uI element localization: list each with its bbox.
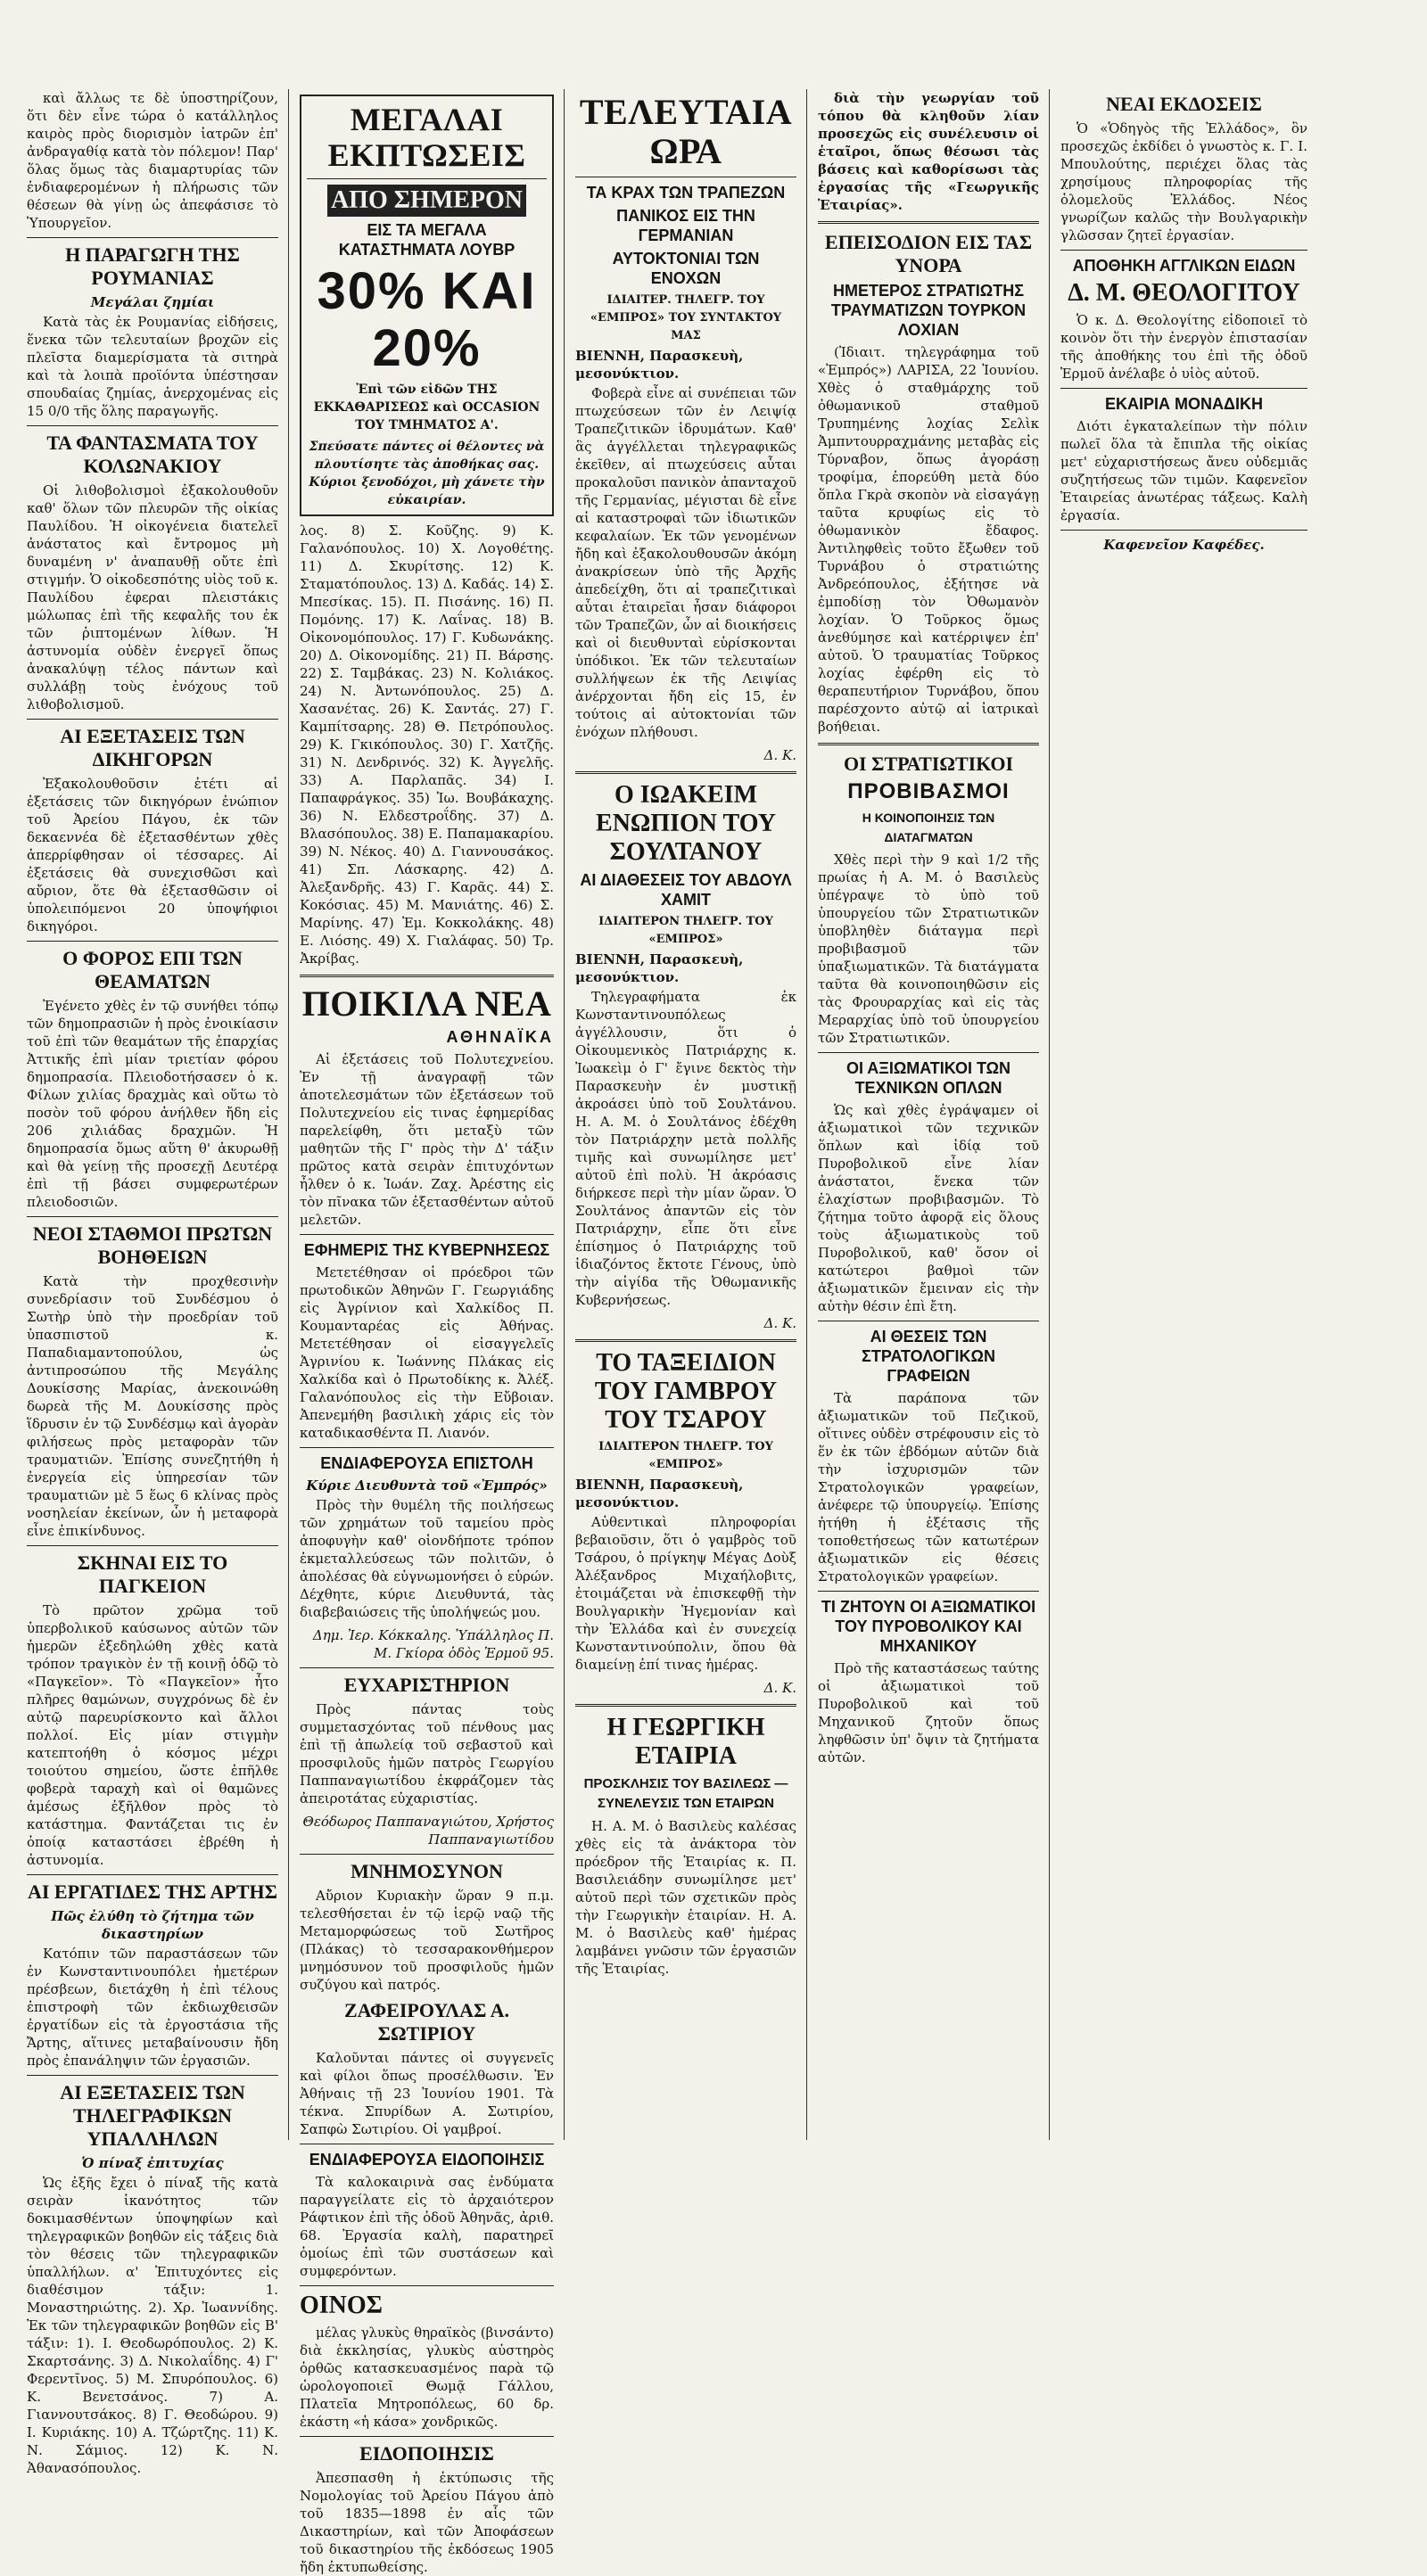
headline-theologitou: Δ. Μ. ΘΕΟΛΟΓΙΤΟΥ [1068, 279, 1300, 307]
subheadline-agri-society: ΠΡΟΣΚΛΗΣΙΣ ΤΟΥ ΒΑΣΙΛΕΩΣ — ΣΥΝΕΛΕΥΣΙΣ ΤΩΝ ΕΤΑΙΡΩΝ [583, 1776, 788, 1811]
subheadline-ioakeim: ΑΙ ΔΙΑΘΕΣΕΙΣ ΤΟΥ ΑΒΔΟΥΛ ΧΑΜΙΤ [580, 871, 792, 909]
divider [300, 1667, 554, 1668]
article-wine: μέλας γλυκὺς θηραϊκὸς (βινσάντο) διὰ ἐκκλησίας, γλυκὺς αὐστηρὸς ὀρθῶς κατασκευασμένος παρὰ τῷ ὡρολογοποιεῖ Θωμᾷ Γάλλου, Πλατεῖα Μητροπόλεως, 60 δρ. ἑκάστη «ἡ κάσα» χονδρικῶς. [300, 2325, 554, 2430]
intro-paragraph: καὶ ἄλλως τε δὲ ὑποστηρίζουν, ὅτι δὲν εἶνε τώρα ὁ κατάλληλος καιρὸς πρὸς διορισμὸν ἰατρῶν ἐπ' ἀνδραγαθίᾳ κατὰ τὸν πόλεμον! Παρ' ὅλας ὅμως τὰς διαμαρτυρίας τῶν ἐνδιαφερομένων ἡ πλήρωσις τῶν θέσεων θὰ γίνῃ ὡς ἀπεφάσισε τὸ Ὑπουργεῖον. [27, 90, 278, 231]
subheadline-romania: Μεγάλαι ζημίαι [90, 294, 215, 310]
divider [307, 178, 547, 179]
divider [575, 771, 796, 774]
divider [300, 2436, 554, 2437]
ad-today: ΑΠΟ ΣΗΜΕΡΟΝ [327, 185, 526, 217]
divider [27, 719, 278, 720]
article-agri-continued: διὰ τὴν γεωργίαν τοῦ τόπου θὰ κληθοῦν λίαν προσεχῶς εἰς συνέλευσιν οἱ ἑταῖροι, ὅπως θέσωσι τὰς βάσεις καὶ καθορίσωσι τὰς ἐργασίας τῆς «Γεωργικῆς Ἑταιρίας». [818, 90, 1039, 213]
headline-letter: ΕΝΔΙΑΦΕΡΟΥΣΑ ΕΠΙΣΤΟΛΗ [320, 1454, 533, 1472]
article-gazette: Μετετέθησαν οἱ πρόεδροι τῶν πρωτοδικῶν Ἀθηνῶν Γ. Γεωργιάδης εἰς Ἀγρίνιον καὶ Χαλκίδος Π. Κουμανταρέας εἰς Ἀθήνας. Μετετέθησαν οἱ εἰσαγγελεῖς Ἀγρινίου κ. Ἰωάννης Πλάκας εἰς Χαλκίδα καὶ ὁ Πρωτοδίκης κ. Ἀλέξ. Γαλανόπουλος εἰς τὴν Εὔβοιαν. Ἀπενεμήθη βασιλικὴ χάρις εἰς τὸν καταδικασθέντα Π. Λιανόν. [300, 1264, 554, 1441]
divider [575, 1704, 796, 1707]
headline-eidopoiisis: ΕΙΔΟΠΟΙΗΣΙΣ [359, 2442, 494, 2465]
headline-artillery-demands: ΤΙ ΖΗΤΟΥΝ ΟΙ ΑΞΙΩΜΑΤΙΚΟΙ ΤΟΥ ΠΥΡΟΒΟΛΙΚΟΥ ΚΑΙ ΜΗΧΑΝΙΚΟΥ [821, 1598, 1036, 1655]
headline-notice: ΕΝΔΙΑΦΕΡΟΥΣΑ ΕΙΔΟΠΟΙΗΣΙΣ [309, 2151, 545, 2169]
divider [1060, 530, 1307, 531]
headline-sotiriou: ΖΑΦΕΙΡΟΥΛΑΣ Α. ΣΩΤΙΡΙΟΥ [343, 1999, 510, 2045]
louvre-sale-ad [300, 95, 554, 516]
article-arta-workers: Κατόπιν τῶν παραστάσεων τῶν ἐν Κωνσταντινουπόλει ἡμετέρων πρέσβεων, διετάχθη ἡ ἐπὶ τέλους ἐπιστροφὴ τῶν ἐκδιωχθεισῶν ἐργατίδων εἰς τὰ ἐργοστάσια τῆς Ἄρτης, αἵτινες μεταβαίνουσιν ἤδη πρὸς ἐπανάληψιν τῶν ἐργασιῶν. [27, 1946, 278, 2069]
headline-first-aid: ΝΕΟΙ ΣΤΑΘΜΟΙ ΠΡΩΤΩΝ ΒΟΗΘΕΙΩΝ [32, 1222, 273, 1268]
dateline-vienna: ΒΙΕΝΝΗ, Παρασκευὴ, μεσονύκτιον. [575, 1477, 744, 1510]
divider [27, 1545, 278, 1546]
dateline-vienna: ΒΙΕΝΝΗ, Παρασκευὴ, μεσονύκτιον. [575, 951, 744, 985]
subheadline-promotions: Η ΚΟΙΝΟΠΟΙΗΣΙΣ ΤΩΝ ΔΙΑΤΑΓΜΑΤΩΝ [862, 811, 995, 844]
ad-items: Ἐπὶ τῶν εἰδῶν ΤΗΣ ΕΚΚΑΘΑΡΙΣΕΩΣ καὶ OCCASION TOY ΤΜΗΜΑΤΟΣ Α'. [313, 383, 540, 432]
headline-panic-germany: ΠΑΝΙΚΟΣ ΕΙΣ ΤΗΝ ΓΕΡΜΑΝΙΑΝ [616, 207, 755, 244]
article-thanks: Πρὸς πάντας τοὺς συμμετασχόντας τοῦ πένθους μας ἐπὶ τῇ ἀπωλείᾳ τοῦ σεβαστοῦ καὶ προσφιλοῦς ἡμῶν πατρὸς Γεωργίου Παππαναγιωτίδου ἐκφράζομεν τὰς ἀπειροτάτας εὐχαριστίας. [300, 1701, 554, 1806]
headline-last-hour: ΤΕΛΕΥΤΑΙΑ ΩΡΑ [579, 92, 793, 171]
article-notice: Τὰ καλοκαιρινὰ σας ἐνδύματα παραγγείλατε εἰς τὸ ἀρχαιότερον Ράφτικον ἐπὶ τῆς ὁδοῦ Ἀθηνᾶς, ἀριθ. 68. Ἐργασία καλὴ, παρατηρεῖ ὁμοίως ἐπὶ τῶν συστάσεων καὶ συμφερόντων. [300, 2174, 554, 2279]
divider [300, 975, 554, 977]
article-theologitou: Ὁ κ. Δ. Θεολογίτης εἰδοποιεῖ τὸ κοινὸν ὅτι τὴν ἐνεργὸν ἐπιστασίαν τῆς ἀποθήκης του ἐπὶ τῆς ὁδοῦ Ἑρμοῦ ἀνέλαβε ὁ υἱὸς αὐτοῦ. [1060, 312, 1307, 382]
headline-entertainment-tax: Ο ΦΟΡΟΣ ΕΠΙ ΤΩΝ ΘΕΑΜΑΤΩΝ [62, 947, 243, 992]
article-ghosts: Οἱ λιθοβολισμοὶ ἐξακολουθοῦν καθ' ὅλων τῶν πλευρῶν τῆς οἰκίας Παυλίδου. Ἡ οἰκογένεια διατελεῖ ἀνάστατος καὶ ἔντρομος μὴ δυναμένη ν' ἀναπαυθῇ οὔτε ἐπὶ στιγμήν. Ὁ οἰκοδεσπότης υἱὸς τοῦ κ. Παυλίδου ἐφεραι πλειστάκις μώλωπας ἐπὶ τῆς κεφαλῆς του ἐκ τῶν ῥιπτομένων λίθων. Ἡ ἀστυνομία οὐδὲν ἐνεργεῖ ὅπως ἀνακαλύψῃ τέλος πάντων καὶ συλλάβῃ τοὺς ἐνόχους τοῦ λιθοβολισμοῦ. [27, 482, 278, 712]
divider [27, 2075, 278, 2076]
divider [300, 1234, 554, 1235]
article-memorial: Αὔριον Κυριακὴν ὥραν 9 π.μ. τελεσθήσεται ἐν τῷ ἱερῷ ναῷ τῆς Μεταμορφώσεως τοῦ Σωτῆρος (Πλάκας) τὸ τεσσαρακονθήμερον μνημόσυνον τοῦ προσφιλοῦς ἡμῶν συζύγου καὶ πατρός. [300, 1888, 554, 1993]
divider [27, 237, 278, 238]
newspaper-columns [27, 89, 1400, 2575]
headline-thanks: ΕΥΧΑΡΙΣΤΗΡΙΟΝ [343, 1674, 510, 1696]
divider [27, 425, 278, 426]
signature: Δ. Κ. [763, 747, 796, 763]
column-2 [300, 89, 554, 2575]
headline-military: ΟΙ ΣΤΡΑΤΙΩΤΙΚΟΙ [843, 753, 1014, 775]
letter-salutation: Κύριε Διευθυντὰ τοῦ «Ἐμπρός» [306, 1477, 548, 1494]
article-eidopoiisis: Ἀπεσπασθη ἡ ἐκτύπωσις τῆς Νομολογίας τοῦ Ἀρείου Πάγου ἀπὸ τοῦ 1835—1898 ἐν αἷς τῶν Δικαστηρίων, καὶ τῶν Ἀποφάσεων τοῦ δικαστηρίου τῆς ἐκδόσεως 1905 ἤδη ἐκτυπωθείσης. [300, 2470, 554, 2575]
headline-unique-chance: ΕΚΑΙΡΙΑ ΜΟΝΑΔΙΚΗ [1105, 395, 1263, 413]
headline-ghosts: ΤΑ ΦΑΝΤΑΣΜΑΤΑ ΤΟΥ ΚΟΛΩΝΑΚΙΟΥ [46, 432, 259, 477]
article-bank-crash: Φοβερὰ εἶνε αἱ συνέπειαι τῶν πτωχεύσεων τῶν ἐν Λειψίᾳ Τραπεζιτικῶν ἱδρυμάτων. Καθ' ἃς ἀγγέλλεται τηλεγραφικῶς ἐκεῖθεν, αἱ πτωχεύσεις αὗται προκαλοῦσι πανικὸν ἀπανταχοῦ τῆς Γερμανίας, μέγισται δὲ εἶνε αἱ καταστροφαὶ τῶν ἰδιωτικῶν κεφαλαίων. Ἐκ τῶν γενομένων ἤδη καὶ ἐξακολουθουσῶν ἀκόμη ἀνακρίσεων ὑπὸ τῆς Ἀρχῆς ἀπεδείχθη, ὅτι αἱ τραπεζιτικαὶ αὗται ἑταιρεῖαι ἦσαν διάφοροι τῶν Τραπεζῶν, ὧν αἱ διοικήσεις καὶ οἱ διευθυνταὶ εὑρίσκονται ὑπόδικοι. Ἐκ τῶν τελευταίων συλλήψεων ἐκ τῆς Λειψίας ἀνέρχονται ἤδη εἰς 15, ἐν τούτοις αἱ αὐτοκτονίαι τῶν ἐνόχων πλήθουσι. [575, 385, 796, 740]
divider [1060, 388, 1307, 389]
headline-suicides: ΑΥΤΟΚΤΟΝΙΑΙ ΤΩΝ ΕΝΟΧΩΝ [612, 250, 760, 287]
cafe-notice: Καφενεῖον Καφέδες. [1103, 537, 1265, 553]
ad-stores: ΕΙΣ ΤΑ ΜΕΓΑΛΑ ΚΑΤΑΣΤΗΜΑΤΑ ΛΟΥΒΡ [338, 221, 516, 259]
divider [27, 941, 278, 942]
headline-wine: ΟΙΝΟΣ [300, 2292, 383, 2319]
headline-promotions: ΠΡΟΒΙΒΑΣΜΟΙ [847, 779, 1010, 803]
article-sotiriou: Καλοῦνται πάντες οἱ συγγενεῖς καὶ φίλοι ὅπως προσέλθωσιν. Ἐν Ἀθήναις τῇ 23 Ἰουνίου 1901. Τὰ τέκνα. Σπυρίδων Α. Σωτιρίου, Σαπφὼ Σωτιρίου. Οἱ γαμβροί. [300, 2050, 554, 2137]
headline-new-publications: ΝΕΑΙ ΕΚΔΟΣΕΙΣ [1106, 93, 1262, 115]
names-list: λος. 8) Σ. Κοῦζης. 9) Κ. Γαλανόπουλος. 10) Χ. Λογοθέτης. 11) Δ. Σκυρίτσης. 12) Κ. Σταματόπουλος. 13) Δ. Καδάς. 14) Σ. Μπεσίκας. 15). Π. Πισάνης. 16) Π. Πομόνης. 17) Κ. Λαΐνας. 18) Β. Οἰκονομόπουλος. 17) Γ. Κυδωνάκης. 20) Δ. Οἰκονομίδης. 21) Π. Βάρσης. 22) Σ. Ταμβάκας. 23) Ν. Κολιάκος. 24) Ν. Ἀντωνόπουλος. 25) Δ. Χασανέτας. 26) Κ. Σαντάς. 27) Γ. Καμπίτσαρης. 28) Θ. Πετρόπουλος. 29) Κ. Γκικόπουλος. 30) Γ. Χατζῆς. 31) Ν. Δενδρινός. 32) Κ. Ἀγγελῆς. 33) Α. Παρλαπᾶς. 34) Ι. Παπαφράγκος. 35) Ἰω. Βουβάκαχης. 36) Ν. Ελδεστροΐδης. 37) Δ. Βλασόπουλος. 38) Ε. Παπαμακαρίου. 39) Ν. Νέκος. 40) Δ. Γιαννουσάκος. 41) Σπ. Λάσκαρης. 42) Δ. Ἀλεξανδρῆς. 43) Γ. Καρᾶς. 44) Σ. Κοκόσιας. 45) Μ. Μανιάτης. 46) Σ. Μαρίνης. 47) Ἐμ. Κοκκολάκης. 48) Ε. Λιόσης. 49) Χ. Γιαλάφας. 50) Τρ. Ἀκρίβας. [300, 523, 554, 967]
article-tsar-trip: Αὐθεντικαὶ πληροφορίαι βεβαιοῦσιν, ὅτι ὁ γαμβρὸς τοῦ Τσάρου, ὁ πρίγκηψ Μέγας Δοὺξ Ἀλέξανδρος Μιχαήλοβιτς, ἐτοιμάζεται νὰ ἐπισκεφθῇ τὴν Βουλγαρικὴν Ἡγεμονίαν καὶ τὴν Ἑλλάδα καὶ ἐν συνεχείᾳ Κωνσταντινούπολιν, ὅπου θὰ διαμείνῃ ἐπί τινας ἡμέρας. [575, 1514, 796, 1673]
divider [300, 2285, 554, 2286]
headline-technical-officers: ΟΙ ΑΞΙΩΜΑΤΙΚΟΙ ΤΩΝ ΤΕΧΝΙΚΩΝ ΟΠΛΩΝ [845, 1059, 1011, 1097]
headline-lawyer-exams: ΑΙ ΕΞΕΤΑΣΕΙΣ ΤΩΝ ΔΙΚΗΓΟΡΩΝ [60, 725, 245, 770]
divider [1060, 250, 1307, 251]
divider [575, 1339, 796, 1342]
article-telegraph-exams: Ὡς ἐξῆς ἔχει ὁ πίναξ τῆς κατὰ σειρὰν ἱκανότητος τῶν δοκιμασθέντων ὑποψηφίων καὶ τηλεγραφικῶν βοηθῶν εἰς τάξεις διὰ τὸν θέσεις τῶν τηλεγραφικῶν ὑπαλλήλων. α' Ἐπιτυχόντες εἰς διαθέσιμον τάξιν: 1. Μοναστηριώτης. 2). Χρ. Ἰωαννίδης. Ἐκ τῶν τηλεγραφικῶν βοηθῶν εἰς Β' τάξιν: 1). Ι. Θεοδωρόπουλος. 2) Κ. Σκαρτσάνης. 3) Δ. Νικολαΐδης. 4) Γ' Φερεντῖνος. 5) Μ. Σπυρόπουλος. 6) Κ. Βενετσάνος. 7) Α. Γιαννουτσάκος. 8) Γ. Θεοδώρου. 9) Ι. Κυριάκης. 10) Α. Τζώρτζης. 11) Κ. Ν. Σάμιος. 12) Κ. Ν. Ἀθανασόπουλος. [27, 2175, 278, 2476]
headline-english-goods: ΑΠΟΘΗΚΗ ΑΓΓΛΙΚΩΝ ΕΙΔΩΝ [1072, 257, 1296, 275]
article-ioakeim: Τηλεγραφήματα ἐκ Κωνσταντινουπόλεως ἀγγέλλουσιν, ὅτι ὁ Οἰκουμενικὸς Πατριάρχης κ. Ἰωακεὶμ ὁ Γ' ἔγινε δεκτὸς τὴν Παρασκευὴν ἐν μυστικῇ ἀκροάσει ὑπὸ τοῦ Σουλτάνου. Η. Α. Μ. ὁ Σουλτάνος ἐδέχθη τὸν Πατριάρχην μετὰ πολλῆς τιμῆς καὶ συνωμίλησε μετ' αὐτοῦ ἐπὶ πολὺ. Ἡ ἀκρόασις διήρκεσε περὶ τὴν μίαν ὥραν. Ὁ Σουλτάνος ἀπαντῶν εἰς τὸν Πατριάρχην, εἶπε ὅτι εἶνε ἐπίσημος ὁ Πατριάρχης τοῦ ἱδιαζόντος ἔκτοτε Γένους, ὑπὸ τὴν αἰγίδα τῆς Ὀθωμανικῆς Κυβερνήσεως. [575, 989, 796, 1308]
divider [818, 221, 1039, 224]
divider [300, 1447, 554, 1448]
article-letter: Πρὸς τὴν θυμέλη τῆς ποιλήσεως τῶν χρημάτων τοῦ ταμείου πρὸς ἀποφυγὴν καθ' οἱονδήποτε τρόπον ἐκμεταλλεύσεως τῶν πολιτῶν, ὁ ἀπολέσας θὰ εὐγνωμονήσει ὁ εὑρών. Δέχθητε, κύριε Διευθυντά, τὰς διαβεβαιώσεις τῆς ὑπολήψεώς μου. [300, 1497, 554, 1620]
divider [27, 1216, 278, 1217]
article-soldier: (Ἰδιαιτ. τηλεγράφημα τοῦ «Ἐμπρός») ΛΑΡΙΣΑ, 22 Ἰουνίου. Χθὲς ὁ σταθμάρχης τοῦ ὀθωμανικοῦ σταθμοῦ Τρυπημένης λοχίας Σελὶκ Ἀμπντουρραχμάνης μεταβὰς εἰς Τύρναβον, ὅπως ἀγοράσῃ τροφίμα, ἐπορεύθη μετὰ δύο ὅπλα Γκρὰ σκοπὸν νὰ εἰσαγάγῃ ταῦτα κρυφίως εἰς τὸ ὀθωμανικὸν ἔδαφος. Ἀντιληφθεὶς τοῦτο ἔξωθεν τοῦ Τυρνάβου ὁ στρατιώτης Ἀνδρεόπουλος, ἐξήτησε νὰ ἐμποδίσῃ τὸν Ὀθωμανὸν λοχίαν. Ὁ Τοῦρκος ὅμως ἀνεθύμησε καὶ κατέρριψεν ἐπ' αὐτοῦ. Ὁ τραυματίας Τοῦρκος λοχίας ἐφέρθη εἰς τὸ θεραπευτήριον Τυρνάβου, ὅπου παρέσχοντο αὐτῷ αἱ ἰατρικαὶ βοήθειαι. [818, 344, 1039, 735]
headline-border-episode: ΕΠΕΙΣΟΔΙΟΝ ΕΙΣ ΤΑΣ ΥΝΟΡΑ [824, 231, 1033, 276]
column-5 [1060, 89, 1307, 2140]
article-first-aid: Κατὰ τὴν προχθεσινὴν συνεδρίασιν τοῦ Συνδέσμου ὁ Σωτὴρ ὑπὸ τὴν προεδρίαν τοῦ ὑπασπιστοῦ κ. Παπαδιαμαντοπούλου, ὡς ἀντιπροσώπου τῆς Μεγάλης Δουκίσσης Μαρίας, ἀνεκοινώθη δωρεὰ τῆς Μ. Δουκίσσης πρὸς ἵδρυσιν ἐν τῷ Συνδέσμῳ καὶ ἀγορὰν φιλήσεως πρὸς μεταφορὰν τῶν τραυματιῶν. Ἐπίσης συνεζητήθη ἡ ἐνεργεία εἰς ὑπηρεσίαν τῶν τραυματιῶν μὲ 5 ἕως 6 κλίνας πρὸς νοσηλείαν ἐκείνων, ὧν ἡ μεταφορὰ εἶνε ἐπικίνδυνος. [27, 1273, 278, 1539]
divider [818, 743, 1039, 745]
article-technical-officers: Ὡς καὶ χθὲς ἐγράψαμεν οἱ ἀξιωματικοὶ τῶν τεχνικῶν ὅπλων καὶ ἰδίᾳ τοῦ Πυροβολικοῦ εἶνε λίαν ἀνάστατοι, ἕνεκα τῶν ἐλαχίστων προβιβασμῶν. Τὸ ζήτημα τοῦτο ἀφορᾷ εἰς ὅλους τοὺς ἀξιωματικοὺς τοῦ Πυροβολικοῦ, καθ' ὅσον οἱ κατώτεροι βαθμοὶ τῶν ἀξιωματικῶν ἔμειναν εἰς τὴν αὐτὴν θέσιν ἐπὶ ἔτη. [818, 1102, 1039, 1314]
article-promotions: Χθὲς περὶ τὴν 9 καὶ 1/2 τῆς πρωίας ἡ Α. Μ. ὁ Βασιλεὺς ὑπέγραψε τὸ ὑπὸ τοῦ ὑπουργείου τῶν Στρατιωτικῶν ὑποβληθὲν διάταγμα περὶ προβιβασμοῦ τῶν ὑπαξιωματικῶν. Τὰ διατάγματα ταῦτα θὰ κοινοποιηθῶσιν εἰς τὰς Φρουραρχίας καὶ εἰς τὰς Μεραρχίας ὑπὸ τοῦ ὑπουργείου τῶν Στρατιωτικῶν. [818, 852, 1039, 1046]
headline-telegraph-exams: ΑΙ ΕΞΕΤΑΣΕΙΣ ΤΩΝ ΤΗΛΕΓΡΑΦΙΚΩΝ ΥΠΑΛΛΗΛΩΝ [60, 2081, 245, 2150]
headline-tsar-trip: ΤΟ ΤΑΞΕΙΔΙΟΝ ΤΟΥ ΓΑΜΒΡΟΥ ΤΟΥ ΤΣΑΡΟΥ [594, 1349, 778, 1434]
headline-romania: Η ΠΑΡΑΓΩΓΗ ΤΗΣ ΡΟΥΜΑΝΙΑΣ [65, 243, 240, 289]
dispatch-header: ΙΔΙΑΙΤΕΡ. ΤΗΛΕΓΡ. ΤΟΥ «ΕΜΠΡΟΣ» ΤΟΥ ΣΥΝΤΑΚΤΟΥ ΜΑΣ [590, 293, 782, 342]
article-pankeion: Τὸ πρῶτον χρῶμα τοῦ ὑπερβολικοῦ καύσωνος αὐτῶν τῶν ἡμερῶν ἐξεδηλώθη χθὲς κατὰ τρόπον τραγικὸν ἐν τῇ κοινῇ ὁδῷ τὸ «Παγκεῖον». Τὸ «Παγκεῖον» ἦτο πλῆρες θαμώνων, συγχρόνως δὲ ἐν αὐτῷ παρευρίσκοντο καὶ ἄλλοι πολλοί. Εἰς μίαν στιγμὴν κατεπτοήθη ὁ κόσμος μέχρι τοιούτου σημείου, ὥστε ἐπῆλθε φοβερὰ ταραχὴ καὶ οἱ θαμῶνες ἀμέσως ἐξῆλθον πρὸς τὸ κατάστημα. Φαντάζεται τις ἐν ὁποίᾳ καταστάσει ἐβρέθη ἡ ἀστυνομία. [27, 1602, 278, 1868]
dispatch-header: ΙΔΙΑΙΤΕΡΟΝ ΤΗΛΕΓΡ. ΤΟΥ «ΕΜΠΡΟΣ» [598, 915, 773, 946]
article-new-publications: Ὁ «Ὁδηγὸς τῆς Ἑλλάδος», ὃν προσεχῶς ἐκδίδει ὁ γνωστὸς κ. Γ. Ι. Μπουλούτης, περιέχει ὅλας τὰς χρησίμους πληροφορίας τῆς ὁλομελοῦς Ἑλλάδος. Νέος γνωρίζων καλῶς τὴν Βουλγαρικὴν γλῶσσαν ζητεῖ ἐργασίαν. [1060, 120, 1307, 243]
letter-signature: Δημ. Ἰερ. Κόκκαλης. Ὑπάλληλος Π. Μ. Γκίορα ὁδὸς Ἑρμοῦ 95. [312, 1627, 554, 1661]
signature: Δ. Κ. [763, 1315, 796, 1331]
signature: Δ. Κ. [763, 1680, 796, 1696]
column-1 [27, 89, 278, 2476]
headline-recruitment-offices: ΑΙ ΘΕΣΕΙΣ ΤΩΝ ΣΤΡΑΤΟΛΟΓΙΚΩΝ ΓΡΑΦΕΙΩΝ [862, 1328, 995, 1385]
headline-gazette: ΕΦΗΜΕΡΙΣ ΤΗΣ ΚΥΒΕΡΝΗΣΕΩΣ [303, 1241, 550, 1259]
subheadline-telegraph-exams: Ὁ πίναξ ἐπιτυχίας [81, 2155, 224, 2171]
ad-call: Σπεύσατε πάντες οἱ θέλοντες νὰ πλουτίσητε τὰς ἀποθήκας σας. Κύριοι ξενοδόχοι, μὴ χάνετε τὴν εὐκαιρίαν. [309, 440, 545, 507]
divider [818, 1591, 1039, 1592]
dispatch-header: ΙΔΙΑΙΤΕΡΟΝ ΤΗΛΕΓΡ. ΤΟΥ «ΕΜΠΡΟΣ» [598, 1440, 773, 1471]
divider [27, 1874, 278, 1875]
article-lawyer-exams: Ἐξακολουθοῦσιν ἐτέτι αἱ ἐξετάσεις τῶν δικηγόρων ἐνώπιον τοῦ Ἀρείου Πάγου, ἐκ τῶν δεκαεννέα δὲ ἐξετασθέντων χθὲς ἀπερρίφθησαν οἱ τέσσαρες. Αἱ ἐξετάσεις θὰ συνεχισθῶσι καὶ αὔριον, ὅτε θὰ ἐξετασθῶσιν οἱ ὑπολειπόμενοι 20 ὑποψήφιοι δικηγόροι. [27, 776, 278, 934]
ad-discount: 30% ΚΑΙ 20% [317, 262, 537, 377]
headline-pankeion: ΣΚΗΝΑΙ ΕΙΣ ΤΟ ΠΑΓΚΕΙΟΝ [77, 1551, 228, 1597]
article-polytechnic: Αἱ ἐξετάσεις τοῦ Πολυτεχνείου. Ἐν τῇ ἀναγραφῇ τῶν ἀποτελεσμάτων τῶν ἐξετάσεων τοῦ Πολυτεχνείου εἰς τινας ἐφημερίδας παρελείφθη, ὅτι μεταξὺ τῶν μαθητῶν τῆς Γ' πρὸς τὴν Δ' τάξιν πρῶτος κατὰ σειρὰν ἐπιτυχόντων ἦλθεν ὁ κ. Ἰωάν. Ζαχ. Ἀρέστης εἰς τὸν πῖνακα τῶν ἐξετασθέντων αὐτοῦ μελετῶν. [300, 1051, 554, 1228]
subheadline-arta-workers: Πῶς ἐλύθη τὸ ζήτημα τῶν δικαστηρίων [51, 1908, 254, 1942]
article-recruitment-offices: Τὰ παράπονα τῶν ἀξιωματικῶν τοῦ Πεζικοῦ, οἵτινες οὐδὲν στρέφουσιν εἰς τὸ ἕν ἐκ τῶν ἑβδόμων αὐτῶν διὰ τὴν ἰσχυρισμῶν τῶν Στρατολογικῶν γραφείων, ἀνέφερε τῷ ὑπουργείῳ. Ἐπίσης ἠτήθη ἡ ἐξέτασις τῆς τοποθετήσεως τῶν κατωτέρων ἀξιωματικῶν εἰς θέσεις Στρατολογικῶν γραφείων. [818, 1390, 1039, 1584]
divider [818, 1052, 1039, 1053]
headline-arta-workers: ΑΙ ΕΡΓΑΤΙΔΕΣ ΤΗΣ ΑΡΤΗΣ [27, 1881, 278, 1903]
dateline-vienna: ΒΙΕΝΝΗ, Παρασκευὴ, μεσονύκτιον. [575, 348, 744, 382]
section-athinaika: ΑΘΗΝΑΪΚΑ [446, 1028, 554, 1046]
headline-agri-society: Η ΓΕΩΡΓΙΚΗ ΕΤΑΙΡΙΑ [606, 1714, 765, 1770]
article-agri-society: Η. Α. Μ. ὁ Βασιλεὺς καλέσας χθὲς εἰς τὰ ἀνάκτορα τὸν πρόεδρον τῆς Ἑταιρίας κ. Π. Βασιλειάδην συνωμίλησε μετ' αὐτοῦ περὶ τῶν σχετικῶν πρὸς τὴν Γεωργικὴν ἑταιρίαν. Η. Α. Μ. ὁ Βασιλεὺς καθ' ἡμέρας λαμβάνει γνῶσιν τῶν ἐργασιῶν τῆς Ἑταιρίας. [575, 1818, 796, 1977]
article-unique-chance: Διότι ἐγκαταλείπων τὴν πόλιν πωλεῖ ὅλα τὰ ἔπιπλα τῆς οἰκίας μετ' εὐχαριστήσεως ἄνευ οὐδεμιᾶς συζητήσεως τῶν τιμῶν. Καφενεῖον Ἑταιρείας ἀνωτέρας τάξεως. Καλὴ ἐργασία. [1060, 418, 1307, 523]
ad-title: ΜΕΓΑΛΑΙ ΕΚΠΤΩΣΕΙΣ [327, 102, 526, 173]
subheadline-soldier: ΗΜΕΤΕΡΟΣ ΣΤΡΑΤΙΩΤΗΣ ΤΡΑΥΜΑΤΙΖΩΝ ΤΟΥΡΚΟΝ ΛΟΧΙΑΝ [830, 282, 1027, 339]
thanks-signature: Θεόδωρος Παππαναγιώτου, Χρήστος Παππαναγιωτίδου [302, 1814, 554, 1848]
headline-ioakeim: Ο ΙΩΑΚΕΙΜ ΕΝΩΠΙΟΝ ΤΟΥ ΣΟΥΛΤΑΝΟΥ [596, 781, 776, 866]
article-entertainment-tax: Ἐγένετο χθὲς ἐν τῷ συνήθει τόπῳ τῶν δημοπρασιῶν ἡ πρὸς ἐνοικίασιν τοῦ ἐπὶ τῶν θεαμάτων τῆς ἐπαρχίας Ἀττικῆς ἐπὶ μίαν τριετίαν φόρου δημοπρασία. Πλειοδοτήσασεν ὁ κ. Φίλων χιλίας δραχμὰς καὶ οὕτω τὸ ποσὸν τοῦ φόρου ἀνήλθεν ἤδη εἰς 206 χιλιάδας δραχμῶν. Ἡ δημοπρασία ὅμως αὕτη θ' ἀκυρωθῇ καὶ θὰ γείνῃ τῆς προσεχῇ Δευτέρᾳ ἐπὶ τῇ βάσει συμφερωτέρων πλειοδοσιῶν. [27, 998, 278, 1210]
headline-bank-crash: ΤΑ ΚΡΑΧ ΤΩΝ ΤΡΑΠΕΖΩΝ [586, 184, 786, 202]
column-3 [575, 89, 796, 2140]
divider [300, 1854, 554, 1855]
article-artillery-demands: Πρὸ τῆς καταστάσεως ταύτης οἱ ἀξιωματικοὶ τοῦ Πυροβολικοῦ καὶ τοῦ Μηχανικοῦ ζητοῦν ὅπως ληφθῶσιν ὑπ' ὄψιν τὰ ζητήματα αὐτῶν. [818, 1660, 1039, 1765]
column-4 [818, 89, 1039, 2140]
headline-poikila: ΠΟΙΚΙΛΑ ΝΕΑ [301, 983, 552, 1024]
article-romania: Κατὰ τὰς ἐκ Ρουμανίας εἰδήσεις, ἕνεκα τῶν τελευταίων βροχῶν εἰς πλεῖστα διαμερίσματα τὰ σιτηρὰ καὶ τὰ λοιπὰ προϊόντα ὑπέστησαν σπουδαίας ζημίας, ἀνερχομένας εἰς 15 0/0 τῆς ὅλης παραγωγῆς. [27, 314, 278, 419]
headline-memorial: ΜΝΗΜΟΣΥΝΟΝ [351, 1860, 503, 1882]
